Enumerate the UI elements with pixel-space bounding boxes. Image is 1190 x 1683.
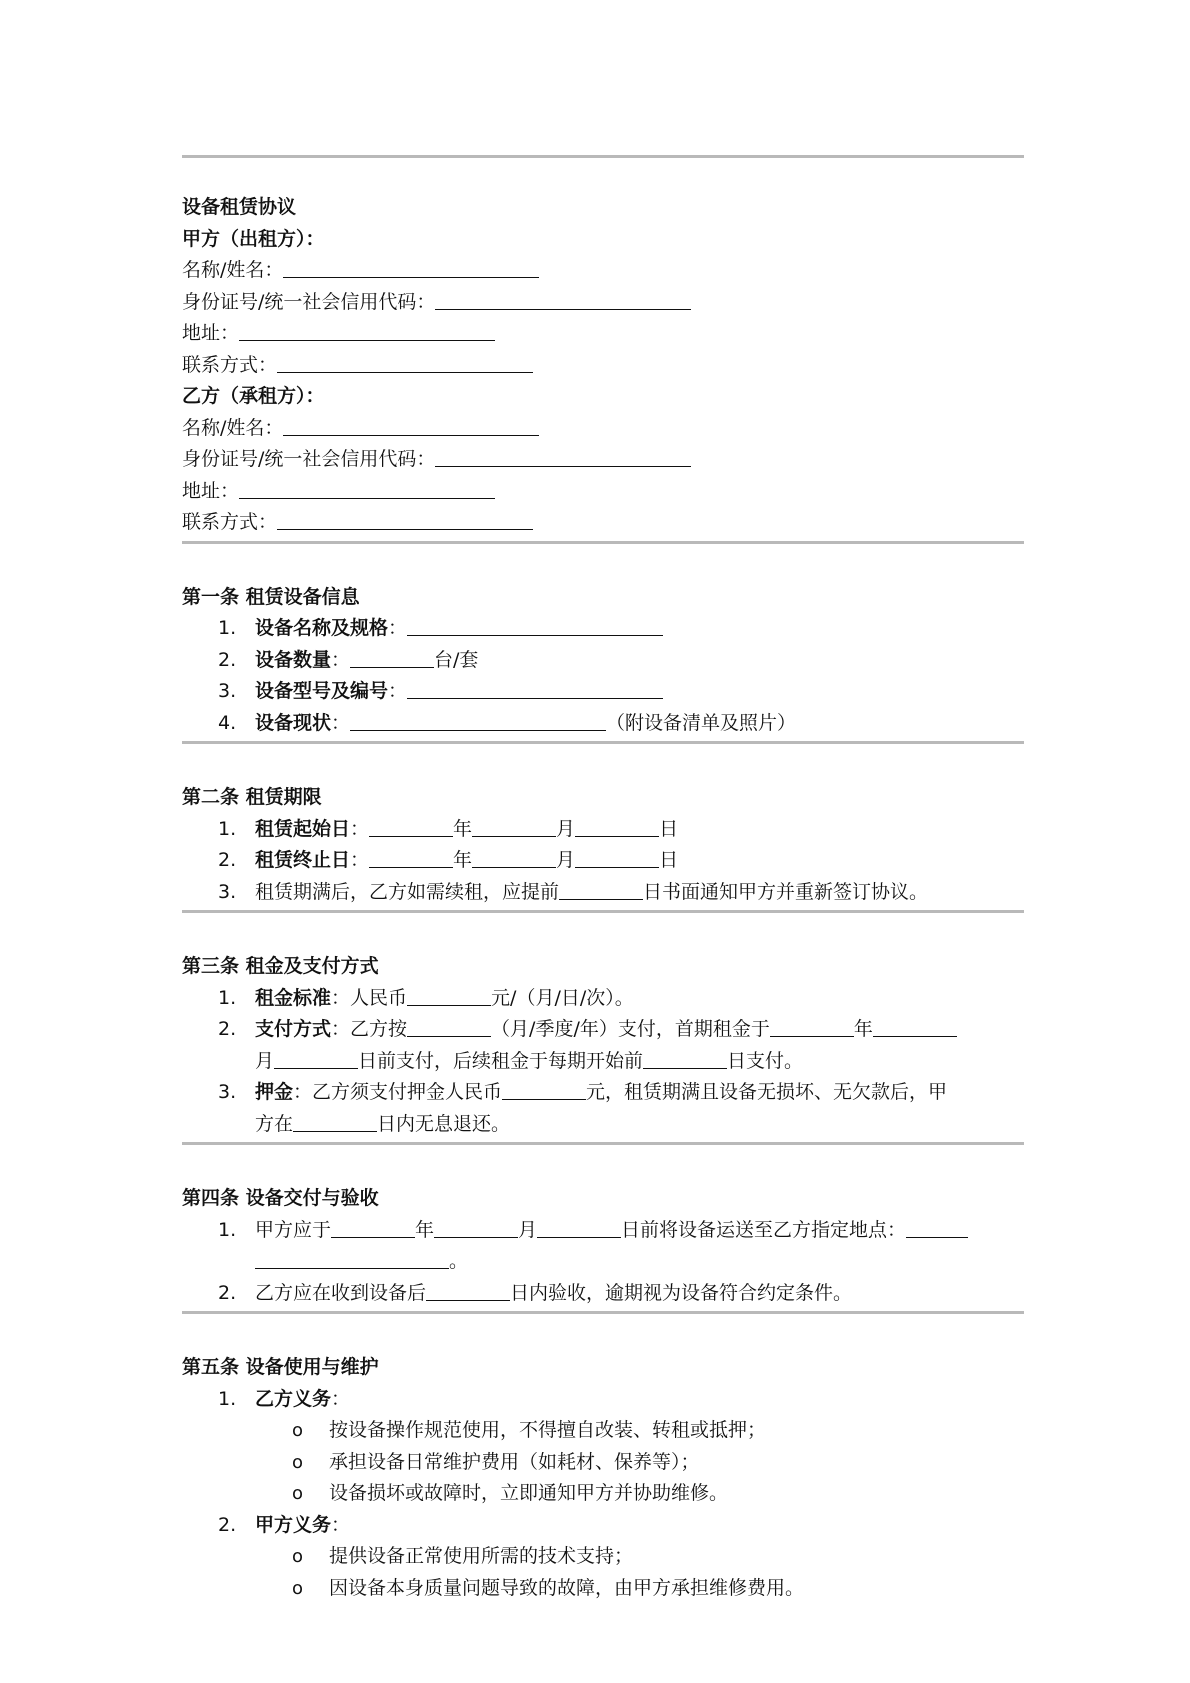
blank-line[interactable]: [239, 478, 495, 499]
blank-line[interactable]: [559, 879, 643, 900]
document-page: [182, 0, 1024, 1604]
blank-line[interactable]: [283, 415, 539, 436]
blank-line[interactable]: [906, 1217, 968, 1238]
sub-list-item: o 因设备本身质量问题导致的故障，由甲方承担维修费用。: [182, 1573, 1024, 1605]
blank-line[interactable]: [369, 816, 453, 837]
list-item: 3. 租赁期满后，乙方如需续租，应提前 日书面通知甲方并重新签订协议。: [218, 880, 929, 903]
blank-line[interactable]: [369, 847, 453, 868]
blank-line[interactable]: [426, 1280, 510, 1301]
party-b-name-field: 名称/姓名：: [182, 413, 1024, 445]
blank-line[interactable]: [407, 985, 491, 1006]
blank-line[interactable]: [502, 1079, 586, 1100]
sub-list: [255, 1415, 1024, 1510]
blank-line[interactable]: [350, 647, 434, 668]
article-2-heading: 第二条 租赁期限: [182, 786, 322, 808]
blank-line[interactable]: [575, 847, 659, 868]
article-1-list: [182, 613, 1024, 739]
blank-line[interactable]: [407, 678, 663, 699]
article-5-heading: 第五条 设备使用与维护: [182, 1356, 379, 1378]
party-a-id-field: 身份证号/统一社会信用代码：: [182, 287, 1024, 319]
party-a-address-field: 地址：: [182, 318, 1024, 350]
party-a-name-field: 名称/姓名：: [182, 255, 1024, 287]
party-a-heading: 甲方（出租方）：: [182, 227, 325, 250]
article-2-list: [182, 814, 1024, 909]
blank-line[interactable]: [350, 710, 606, 731]
document-title: 设备租赁协议: [182, 196, 297, 218]
blank-line[interactable]: [435, 446, 691, 467]
blank-line[interactable]: [277, 352, 533, 373]
blank-line[interactable]: [435, 289, 691, 310]
blank-line[interactable]: [770, 1016, 854, 1037]
blank-line[interactable]: [407, 615, 663, 636]
blank-line[interactable]: [472, 847, 556, 868]
list-item: 1. 乙方义务： o 按设备操作规范使用，不得擅自改装、转租或抵押； o 承担设备日常维护费用（如耗材、保养等）； o 设备损坏或故障时，立即通知甲方并协助维修。: [182, 1384, 1024, 1510]
section-divider: [182, 741, 1024, 744]
list-item: 3. 押金：乙方须支付押金人民币 元，租赁期满且设备无损坏、无欠款后，甲 方在 日内无息退还。: [218, 1081, 948, 1135]
blank-line[interactable]: [434, 1217, 518, 1238]
sub-list-item: o 承担设备日常维护费用（如耗材、保养等）；: [182, 1447, 1024, 1479]
list-item: 2. 甲方义务： o 提供设备正常使用所需的技术支持； o 因设备本身质量问题导致的故障，由甲方承担维修费用。: [182, 1510, 1024, 1605]
sub-list-item: o 按设备操作规范使用，不得擅自改装、转租或抵押；: [182, 1415, 1024, 1447]
article-3-list: [182, 983, 1024, 1141]
blank-line[interactable]: [537, 1217, 621, 1238]
sub-list: [255, 1541, 1024, 1604]
bullet-icon: o: [292, 1420, 304, 1441]
article-3-heading: 第三条 租金及支付方式: [182, 955, 379, 977]
bullet-icon: o: [292, 1577, 304, 1599]
article-5-list: [182, 1384, 1024, 1605]
party-b-address-field: 地址：: [182, 476, 1024, 508]
blank-line[interactable]: [255, 1248, 449, 1269]
list-item: 1. 设备名称及规格：: [182, 613, 1024, 645]
blank-line[interactable]: [472, 816, 556, 837]
section-divider: [182, 541, 1024, 544]
article-1-heading: 第一条 租赁设备信息: [182, 585, 360, 608]
blank-line[interactable]: [277, 509, 533, 530]
sub-list-item: o 设备损坏或故障时，立即通知甲方并协助维修。: [182, 1478, 1024, 1510]
top-divider: [182, 155, 1024, 158]
blank-line[interactable]: [239, 320, 495, 341]
bullet-icon: o: [292, 1451, 304, 1473]
list-item: 2. 设备数量： 台/套: [218, 648, 479, 671]
blank-line[interactable]: [873, 1016, 957, 1037]
blank-line[interactable]: [331, 1217, 415, 1238]
list-item: 3. 设备型号及编号：: [182, 676, 1024, 708]
section-divider: [182, 1142, 1024, 1145]
article-4-heading: 第四条 设备交付与验收: [182, 1187, 379, 1209]
bullet-icon: o: [292, 1546, 304, 1567]
blank-line[interactable]: [274, 1048, 358, 1069]
section-divider: [182, 1311, 1024, 1314]
list-item: 1. 甲方应于 年 月 日前将设备运送至乙方指定地点： 。: [182, 1215, 1024, 1278]
sub-list-item: o 提供设备正常使用所需的技术支持；: [182, 1541, 1024, 1573]
article-4-list: [182, 1215, 1024, 1310]
blank-line[interactable]: [643, 1048, 727, 1069]
list-item: 2. 支付方式：乙方按 （月/季度/年）支付，首期租金于 年 月 日前支付，后续租金于每期开始前 日支付。: [182, 1014, 1024, 1077]
list-item: 4. 设备现状： （附设备清单及照片）: [218, 711, 797, 734]
party-b-contact-field: 联系方式：: [182, 507, 1024, 539]
section-divider: [182, 910, 1024, 913]
party-a-contact-field: 联系方式：: [182, 350, 1024, 382]
blank-line[interactable]: [293, 1111, 377, 1132]
list-item: 2. 乙方应在收到设备后 日内验收，逾期视为设备符合约定条件。: [218, 1281, 853, 1304]
party-b-id-field: 身份证号/统一社会信用代码：: [182, 444, 1024, 476]
blank-line[interactable]: [283, 257, 539, 278]
list-item: 1. 租赁起始日： 年 月 日: [218, 817, 679, 840]
party-b-heading: 乙方（承租方）：: [182, 385, 325, 407]
blank-line[interactable]: [575, 816, 659, 837]
bullet-icon: o: [292, 1483, 304, 1504]
list-item: 1. 租金标准：人民币 元/（月/日/次）。: [218, 986, 634, 1009]
blank-line[interactable]: [407, 1016, 491, 1037]
list-item: 2. 租赁终止日： 年 月 日: [218, 849, 679, 871]
